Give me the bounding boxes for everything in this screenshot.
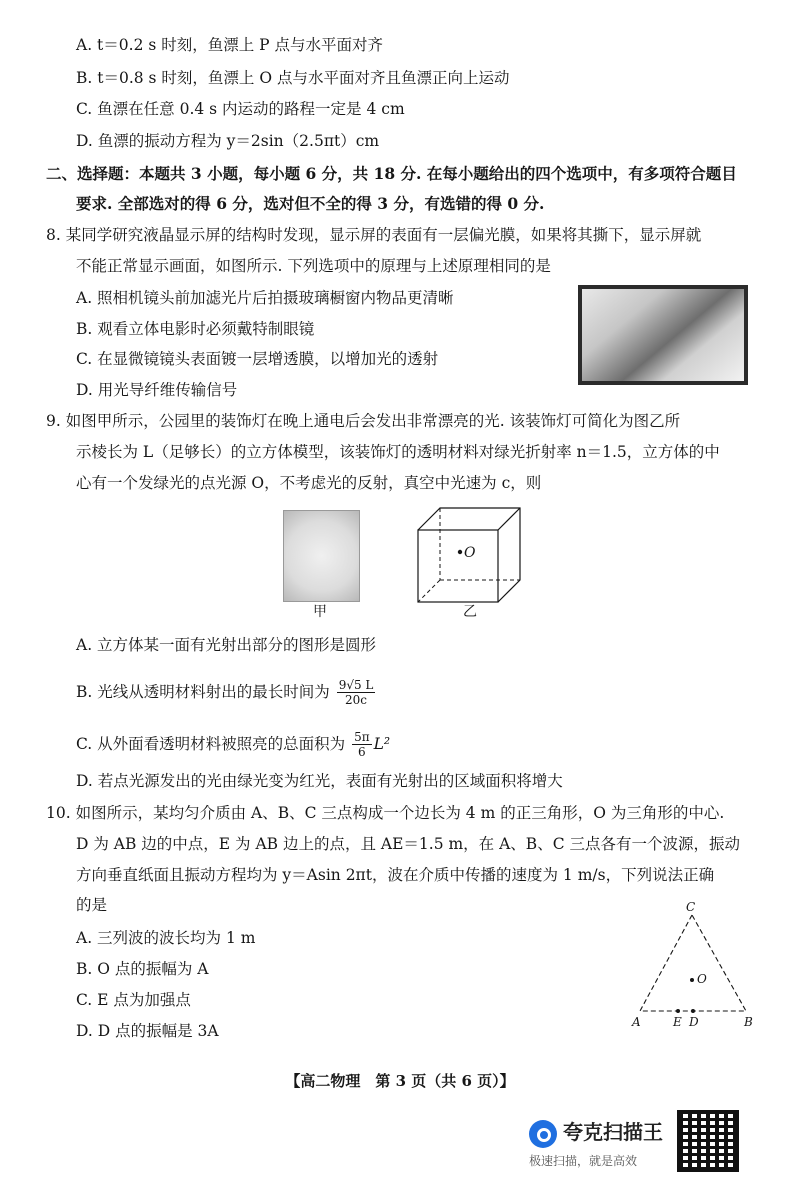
q8-option-c: C. 在显微镜镜头表面镀一层增透膜，以增加光的透射 — [76, 350, 439, 368]
q10-option-b: B. O 点的振幅为 A — [76, 960, 209, 978]
q10-point-o — [690, 978, 694, 982]
q10-option-d: D. D 点的振幅是 3A — [76, 1022, 219, 1040]
q9-option-b-numerator: 9√5 L — [338, 678, 374, 692]
q9-option-c-text: C. 从外面看透明材料被照亮的总面积为 — [76, 734, 346, 753]
q9-stem-line3: 心有一个发绿光的点光源 O，不考虑光的反射，真空中光速为 c，则 — [76, 474, 542, 492]
q9-label-jia: 甲 — [313, 604, 327, 620]
q10-label-e: E — [673, 1015, 682, 1029]
q7-option-a: A. t＝0.2 s 时刻，鱼漂上 P 点与水平面对齐 — [76, 36, 384, 54]
q10-stem-line4: 的是 — [76, 896, 108, 914]
q10-point-e — [676, 1009, 680, 1013]
q8-option-a: A. 照相机镜头前加滤光片后拍摄玻璃橱窗内物品更清晰 — [76, 289, 454, 307]
q9-label-yi: 乙 — [463, 604, 477, 620]
q10-label-b: B — [744, 1015, 753, 1029]
q9-label-o: O — [464, 545, 476, 561]
q7-option-d: D. 鱼漂的振动方程为 y＝2sin（2.5πt）cm — [76, 132, 380, 150]
q10-point-d — [691, 1009, 695, 1013]
q9-option-c-fraction — [352, 730, 372, 760]
q8-option-b: B. 观看立体电影时必须戴特制眼镜 — [76, 320, 315, 338]
page-footer: 【高二物理 第 3 页（共 6 页）】 — [285, 1072, 515, 1090]
q8-stem-line2: 不能正常显示画面，如图所示. 下列选项中的原理与上述原理相同的是 — [76, 257, 551, 275]
q10-stem-line2: D 为 AB 边的中点，E 为 AB 边上的点，且 AE＝1.5 m，在 A、B、C 三点各有一个波源，振动 — [76, 835, 740, 853]
q10-stem-line3: 方向垂直纸面且振动方程均为 y＝Asin 2πt，波在介质中传播的速度为 1 m/s，下列说法正确 — [76, 866, 715, 884]
q9-option-c-denominator: 6 — [358, 745, 366, 760]
q9-option-d: D. 若点光源发出的光由绿光变为红光，表面有光射出的区域面积将增大 — [76, 772, 563, 790]
q10-label-o: O — [697, 972, 707, 986]
q9-stem-line1: 9. 如图甲所示，公园里的装饰灯在晚上通电后会发出非常漂亮的光. 该装饰灯可简化为图乙所 — [46, 412, 681, 430]
q7-option-b: B. t＝0.8 s 时刻，鱼漂上 O 点与水平面对齐且鱼漂正向上运动 — [76, 69, 510, 87]
q10-option-c: C. E 点为加强点 — [76, 991, 191, 1009]
q10-label-c: C — [686, 900, 696, 914]
scanner-logo-icon — [529, 1120, 557, 1148]
scanner-slogan: 极速扫描，就是高效 — [529, 1154, 638, 1168]
q9-option-c-suffix: L² — [373, 734, 391, 753]
q9-option-c — [76, 730, 390, 760]
q10-triangle-diagram — [630, 905, 760, 1025]
q9-option-a: A. 立方体某一面有光射出部分的图形是圆形 — [76, 636, 377, 654]
q8-option-d: D. 用光导纤维传输信号 — [76, 381, 238, 399]
q10-label-a: A — [632, 1015, 641, 1029]
q10-stem-line1: 10. 如图所示，某均匀介质由 A、B、C 三点构成一个边长为 4 m 的正三角形，O 为三角形的中心. — [46, 804, 725, 822]
q9-option-c-numerator: 5π — [354, 730, 370, 744]
q8-stem-line1: 8. 某同学研究液晶显示屏的结构时发现，显示屏的表面有一层偏光膜，如果将其撕下，显示屏就 — [46, 226, 702, 244]
q9-option-b-denominator: 20c — [345, 693, 368, 708]
q9-option-b — [76, 678, 377, 708]
q9-point-o — [458, 550, 462, 554]
q9-lamp-photo — [283, 510, 360, 602]
section2-line2: 要求. 全部选对的得 6 分，选对但不全的得 3 分，有选错的得 0 分. — [76, 194, 545, 213]
q9-option-b-fraction — [337, 678, 376, 708]
q7-option-c: C. 鱼漂在任意 0.4 s 内运动的路程一定是 4 cm — [76, 100, 405, 118]
q9-option-b-text: B. 光线从透明材料射出的最长时间为 — [76, 682, 330, 701]
q10-label-d: D — [689, 1015, 699, 1029]
section2-line1: 二、选择题：本题共 3 小题，每小题 6 分，共 18 分. 在每小题给出的四个选项中，有多项符合题目 — [46, 164, 737, 183]
qr-code-icon — [677, 1110, 739, 1172]
q8-display-photo — [578, 285, 748, 385]
q9-stem-line2: 示棱长为 L（足够长）的立方体模型，该装饰灯的透明材料对绿光折射率 n＝1.5，立方体的中 — [76, 443, 720, 461]
scanner-brand: 夸克扫描王 — [563, 1120, 663, 1144]
q10-option-a: A. 三列波的波长均为 1 m — [76, 929, 256, 947]
scanner-watermark — [525, 1110, 785, 1180]
